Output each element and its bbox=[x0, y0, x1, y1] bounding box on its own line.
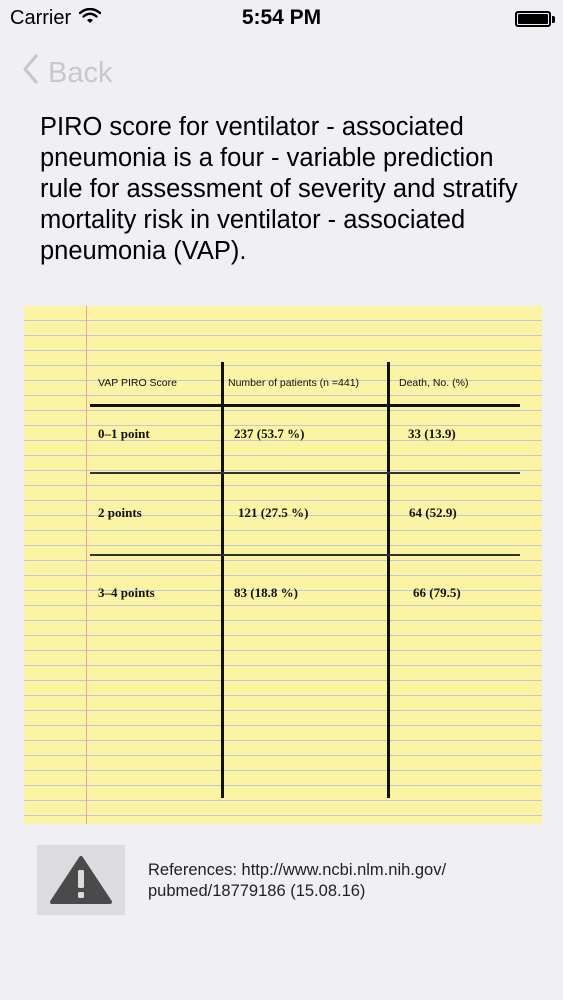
back-button[interactable] bbox=[22, 54, 112, 92]
header-death: Death, No. (%) bbox=[399, 377, 469, 389]
notepad-margin-line bbox=[86, 306, 87, 824]
table-cell: 3–4 points bbox=[98, 585, 155, 600]
header-divider bbox=[90, 404, 520, 407]
warning-icon bbox=[37, 845, 125, 915]
reference-line-2: pubmed/18779186 (15.08.16) bbox=[148, 882, 366, 900]
status-bar bbox=[0, 0, 563, 40]
reference-text[interactable] bbox=[148, 860, 446, 902]
table-cell: 33 (13.9) bbox=[408, 426, 456, 441]
table-cell: 0–1 point bbox=[98, 426, 150, 441]
row-divider bbox=[90, 472, 520, 474]
table-cell: 2 points bbox=[98, 505, 142, 520]
column-divider bbox=[387, 362, 390, 798]
header-number-of-patients: Number of patients (n =441) bbox=[228, 377, 360, 389]
header-piro-score: VAP PIRO Score bbox=[98, 377, 177, 389]
table-cell: 66 (79.5) bbox=[413, 585, 461, 600]
table-cell: 64 (52.9) bbox=[409, 505, 457, 520]
reference-line-1: References: http://www.ncbi.nlm.nih.gov/ bbox=[148, 861, 447, 879]
table-cell: 121 (27.5 %) bbox=[238, 505, 309, 520]
carrier-label: Carrier bbox=[10, 7, 72, 29]
table-cell: 237 (53.7 %) bbox=[234, 426, 305, 441]
column-divider bbox=[221, 362, 224, 798]
row-divider bbox=[90, 554, 520, 556]
back-label: Back bbox=[48, 56, 113, 89]
reference-section bbox=[37, 845, 537, 915]
piro-score-table-image bbox=[24, 306, 542, 824]
clock: 5:54 PM bbox=[241, 6, 322, 29]
chevron-left-icon bbox=[22, 54, 38, 92]
description-text: PIRO score for ventilator - associated pneumonia is a four - variable prediction rule for assessment of severity and stratify mortality risk in ventilator - associated pneumonia (VAP). bbox=[40, 113, 518, 265]
table-cell: 83 (18.8 %) bbox=[234, 585, 298, 600]
battery-icon bbox=[515, 11, 551, 27]
